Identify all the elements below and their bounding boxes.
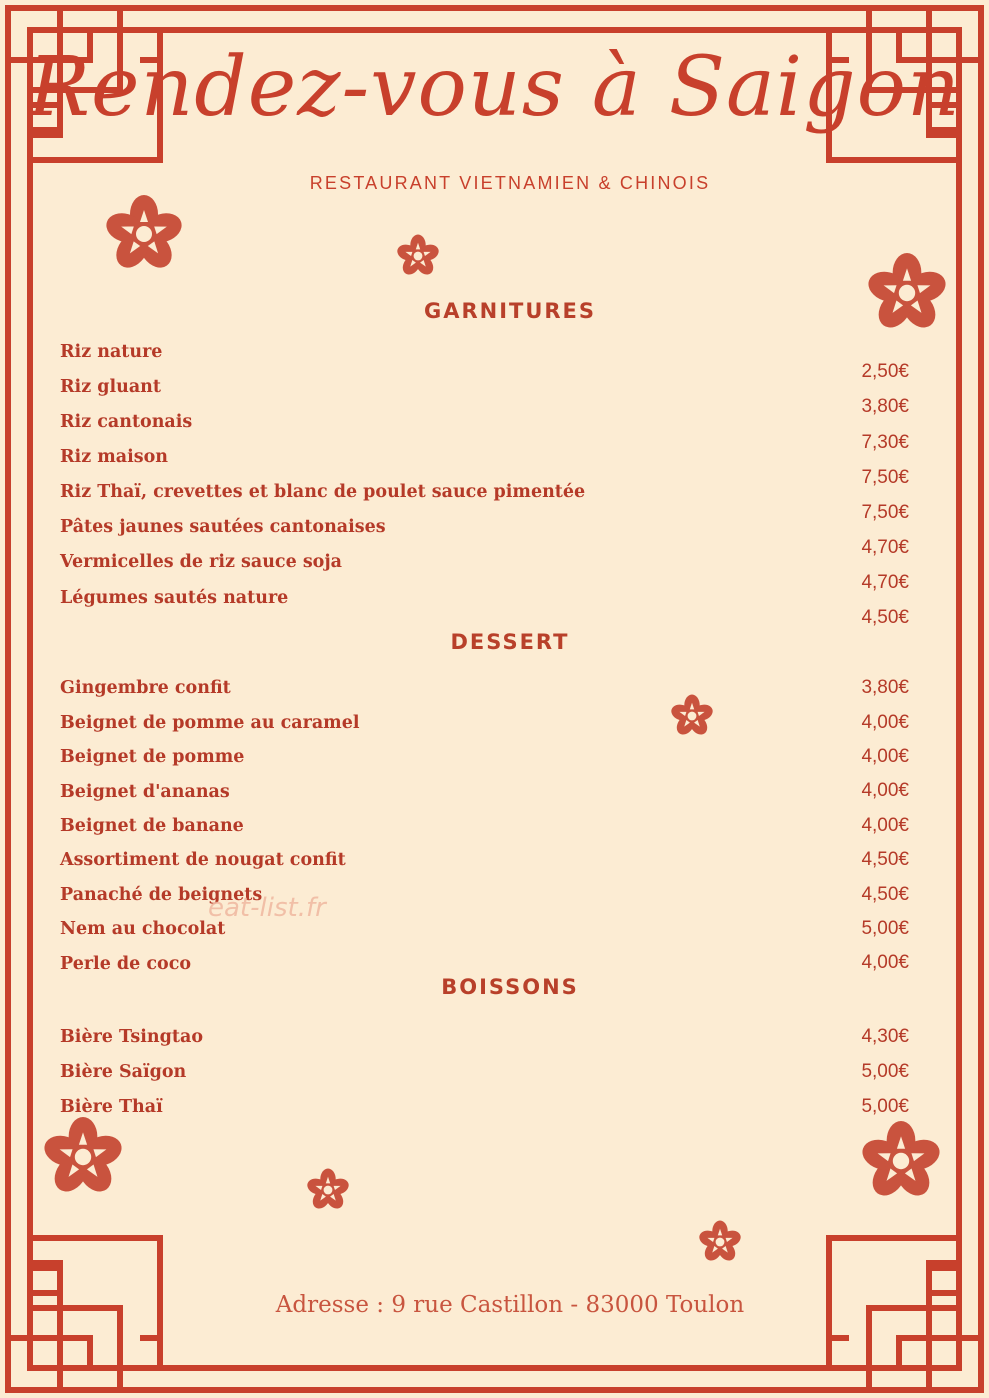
flower-icon <box>670 694 714 738</box>
menu-item-price: 2,50€ <box>861 361 909 382</box>
menu-item-name: Perle de coco <box>60 954 192 974</box>
menu-item-name: Riz maison <box>60 447 168 467</box>
menu-item-price: 4,70€ <box>861 537 909 558</box>
menu-item-name: Bière Saïgon <box>60 1062 187 1082</box>
menu-item-price: 7,30€ <box>861 432 909 453</box>
menu-item-name: Bière Tsingtao <box>60 1027 203 1047</box>
flower-icon <box>42 1116 124 1198</box>
menu-item-price: 4,00€ <box>861 815 909 836</box>
restaurant-subtitle: RESTAURANT VIETNAMIEN & CHINOIS <box>309 173 711 193</box>
menu-item-price: 5,00€ <box>861 1096 909 1117</box>
menu-item-name: Riz gluant <box>60 377 161 397</box>
watermark: eat-list.fr <box>208 893 326 923</box>
menu-item-price: 4,70€ <box>861 572 909 593</box>
section-title-garnitures: GARNITURES <box>423 299 597 323</box>
menu-item-price: 4,00€ <box>861 746 909 767</box>
menu-item-price: 4,50€ <box>861 607 909 628</box>
menu-item-name: Riz cantonais <box>60 412 193 432</box>
menu-item-name: Assortiment de nougat confit <box>60 850 346 870</box>
footer-address: Adresse : 9 rue Castillon - 83000 Toulon <box>275 1292 745 1318</box>
menu-item-price: 3,80€ <box>861 396 909 417</box>
flower-icon <box>306 1168 350 1212</box>
restaurant-title: Rendez-vous à Saigon <box>28 40 961 135</box>
menu-item-name: Bière Thaï <box>60 1097 163 1117</box>
menu-item-price: 5,00€ <box>861 1061 909 1082</box>
menu-item-price: 7,50€ <box>861 467 909 488</box>
menu-item-price: 4,00€ <box>861 712 909 733</box>
menu-item-name: Beignet de pomme au caramel <box>60 713 360 733</box>
menu-item-price: 4,50€ <box>861 884 909 905</box>
flower-icon <box>396 234 440 278</box>
menu-item-price: 7,50€ <box>861 502 909 523</box>
menu-item-name: Panaché de beignets <box>60 885 263 905</box>
menu-item-name: Nem au chocolat <box>60 919 226 939</box>
menu-item-price: 4,00€ <box>861 780 909 801</box>
flower-icon <box>860 1120 942 1202</box>
menu-item-price: 3,80€ <box>861 677 909 698</box>
menu-item-name: Pâtes jaunes sautées cantonaises <box>60 517 386 537</box>
flower-icon <box>104 194 184 274</box>
menu-item-name: Beignet de pomme <box>60 747 245 767</box>
menu-item-name: Gingembre confit <box>60 678 231 698</box>
section-title-dessert: DESSERT <box>450 630 570 654</box>
menu-item-name: Beignet d'ananas <box>60 782 230 802</box>
menu-item-price: 4,30€ <box>861 1026 909 1047</box>
menu-item-price: 5,00€ <box>861 918 909 939</box>
menu-item-name: Beignet de banane <box>60 816 244 836</box>
section-title-boissons: BOISSONS <box>441 975 579 999</box>
menu-item-name: Riz Thaï, crevettes et blanc de poulet sauce pimentée <box>60 482 586 502</box>
menu-item-name: Légumes sautés nature <box>60 588 289 608</box>
menu-item-name: Vermicelles de riz sauce soja <box>60 552 343 572</box>
menu-item-price: 4,50€ <box>861 849 909 870</box>
menu-item-name: Riz nature <box>60 342 163 362</box>
flower-icon <box>698 1220 742 1264</box>
menu-item-price: 4,00€ <box>861 952 909 973</box>
